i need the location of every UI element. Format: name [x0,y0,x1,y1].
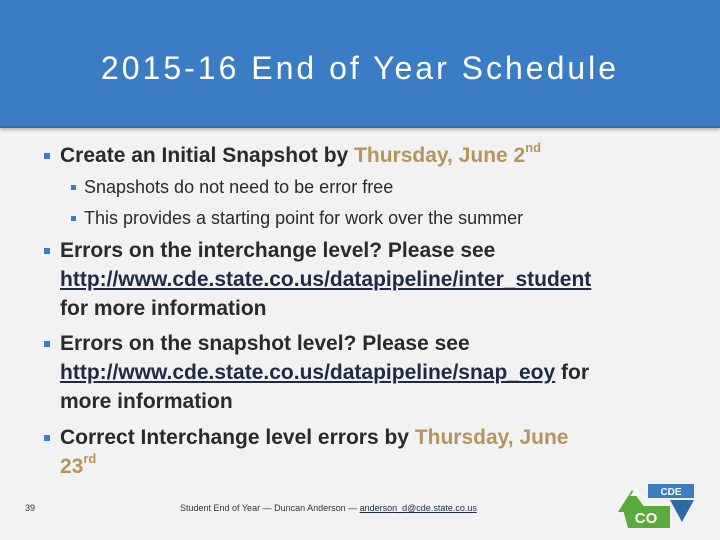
bullet-interchange-errors [60,239,495,263]
bullet-text: This provides a starting point for work over the summer [84,208,524,228]
snapshot-link[interactable]: http://www.cde.state.co.us/datapipeline/snap_eoy [60,361,556,384]
sub-bullet-error-free [84,177,393,198]
bullet-text: Correct Interchange level errors by [60,426,415,449]
date-suffix: rd [83,451,97,466]
logo-bottom-text: CO [634,510,658,527]
bullet-text: for [555,361,589,384]
page-number: 39 [25,503,36,513]
deadline-date: Thursday, June 2 [354,144,526,167]
interchange-info-line [60,297,267,321]
snapshot-link-line [60,361,589,385]
bullet-initial-snapshot [60,140,542,168]
bullet-text: Snapshots do not need to be error free [84,177,394,197]
deadline-date: Thursday, June [414,426,569,449]
deadline-date-line [60,451,97,479]
interchange-link-line [60,268,591,292]
bullet-text: Errors on the interchange level? Please see [60,239,496,262]
bullet-marker [44,248,50,254]
footer-email-link[interactable]: anderson_d@cde.state.co.us [359,503,477,513]
bullet-text: for more information [60,297,267,320]
bullet-correct-errors [60,426,568,450]
bullet-marker [44,341,50,347]
bullet-snapshot-errors [60,332,470,356]
logo-shield-icon [670,500,694,522]
bullet-marker [71,185,76,190]
date-suffix: nd [525,140,542,155]
bullet-marker [44,153,50,159]
bullet-text: Errors on the snapshot level? Please see [60,332,470,355]
bullet-text: more information [60,390,233,413]
snapshot-info-line [60,390,233,414]
sub-bullet-starting-point [84,208,523,229]
deadline-day: 23 [60,455,84,478]
page-title: 2015-16 End of Year Schedule [100,50,620,86]
footer-text [180,503,477,513]
footer-caption: Student End of Year — Duncan Anderson — [180,503,360,513]
bullet-marker [44,435,50,441]
bullet-marker [71,216,76,221]
logo-top-text: CDE [660,487,682,498]
bullet-text: Create an Initial Snapshot by [60,144,355,167]
cde-logo [618,482,696,528]
interchange-link[interactable]: http://www.cde.state.co.us/datapipeline/inter_student [60,268,592,291]
